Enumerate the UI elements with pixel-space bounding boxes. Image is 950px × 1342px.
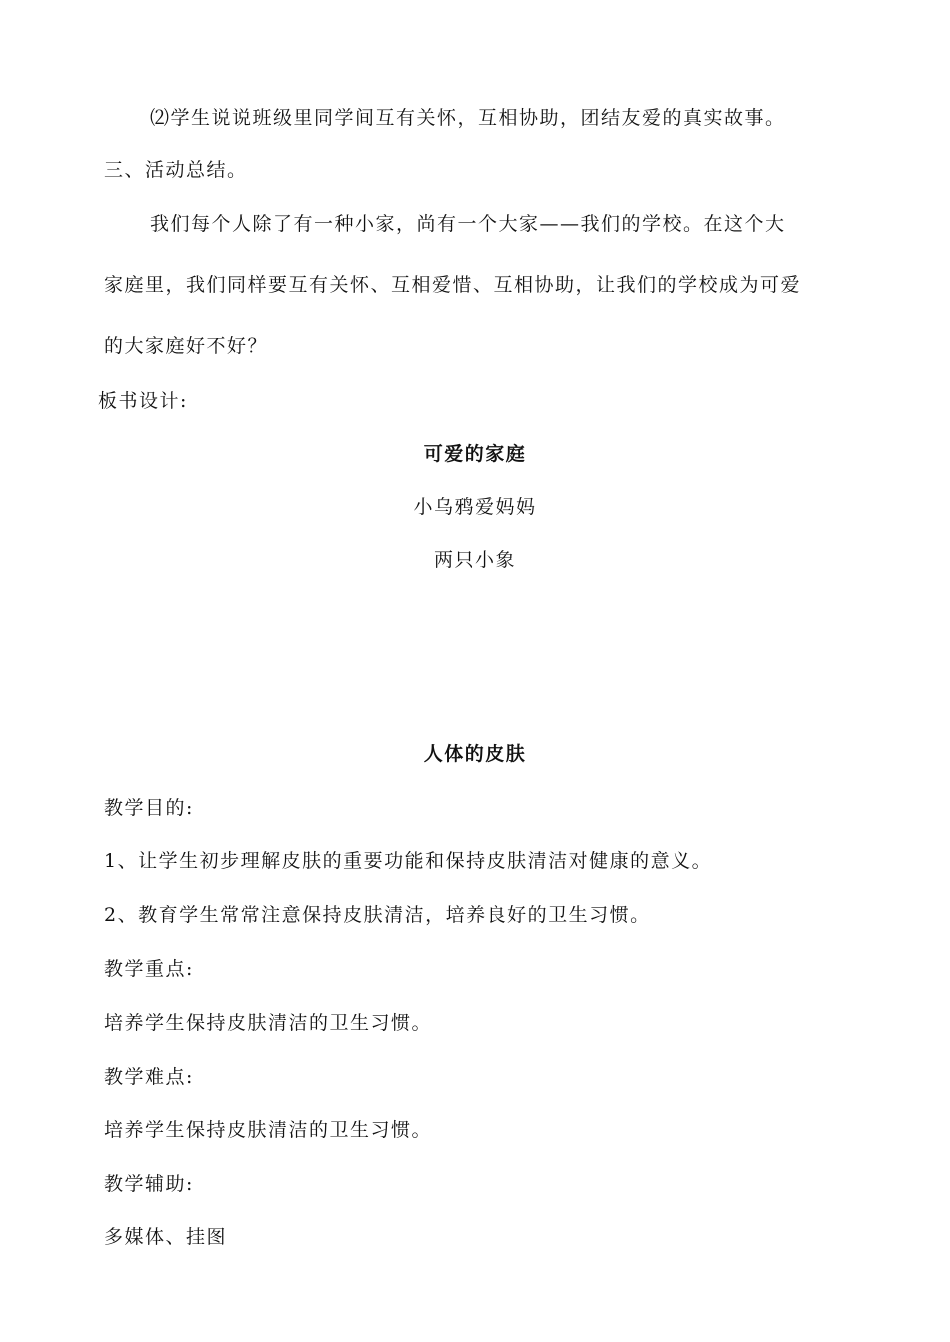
teaching-focus-text: 培养学生保持皮肤清洁的卫生习惯。: [104, 1012, 433, 1034]
board-line-1: 小乌鸦爱妈妈: [413, 496, 537, 518]
summary-paragraph-line-3: 的大家庭好不好？: [104, 335, 269, 357]
lesson-title: 人体的皮肤: [423, 743, 527, 765]
teaching-aids-label: 教学辅助:: [104, 1173, 194, 1195]
summary-paragraph-line-1: 我们每个人除了有一种小家，尚有一个大家——我们的学校。在这个大: [150, 213, 786, 235]
teaching-goal-2: 2、教育学生常常注意保持皮肤清洁，培养良好的卫生习惯。: [104, 904, 651, 926]
teaching-goals-label: 教学目的:: [104, 797, 194, 819]
teaching-difficulty-text: 培养学生保持皮肤清洁的卫生习惯。: [104, 1119, 433, 1141]
board-title: 可爱的家庭: [423, 443, 527, 465]
teaching-aids-text: 多媒体、挂图: [104, 1226, 228, 1248]
activity-item-2: ⑵学生说说班级里同学间互有关怀，互相协助，团结友爱的真实故事。: [150, 107, 786, 129]
board-line-2: 两只小象: [433, 549, 516, 571]
teaching-focus-label: 教学重点:: [104, 958, 194, 980]
board-design-label: 板书设计:: [98, 390, 188, 412]
section-heading-summary: 三、活动总结。: [104, 159, 248, 181]
teaching-difficulty-label: 教学难点:: [104, 1066, 194, 1088]
teaching-goal-1: 1、让学生初步理解皮肤的重要功能和保持皮肤清洁对健康的意义。: [104, 850, 713, 872]
summary-paragraph-line-2: 家庭里，我们同样要互有关怀、互相爱惜、互相协助，让我们的学校成为可爱: [104, 274, 802, 296]
